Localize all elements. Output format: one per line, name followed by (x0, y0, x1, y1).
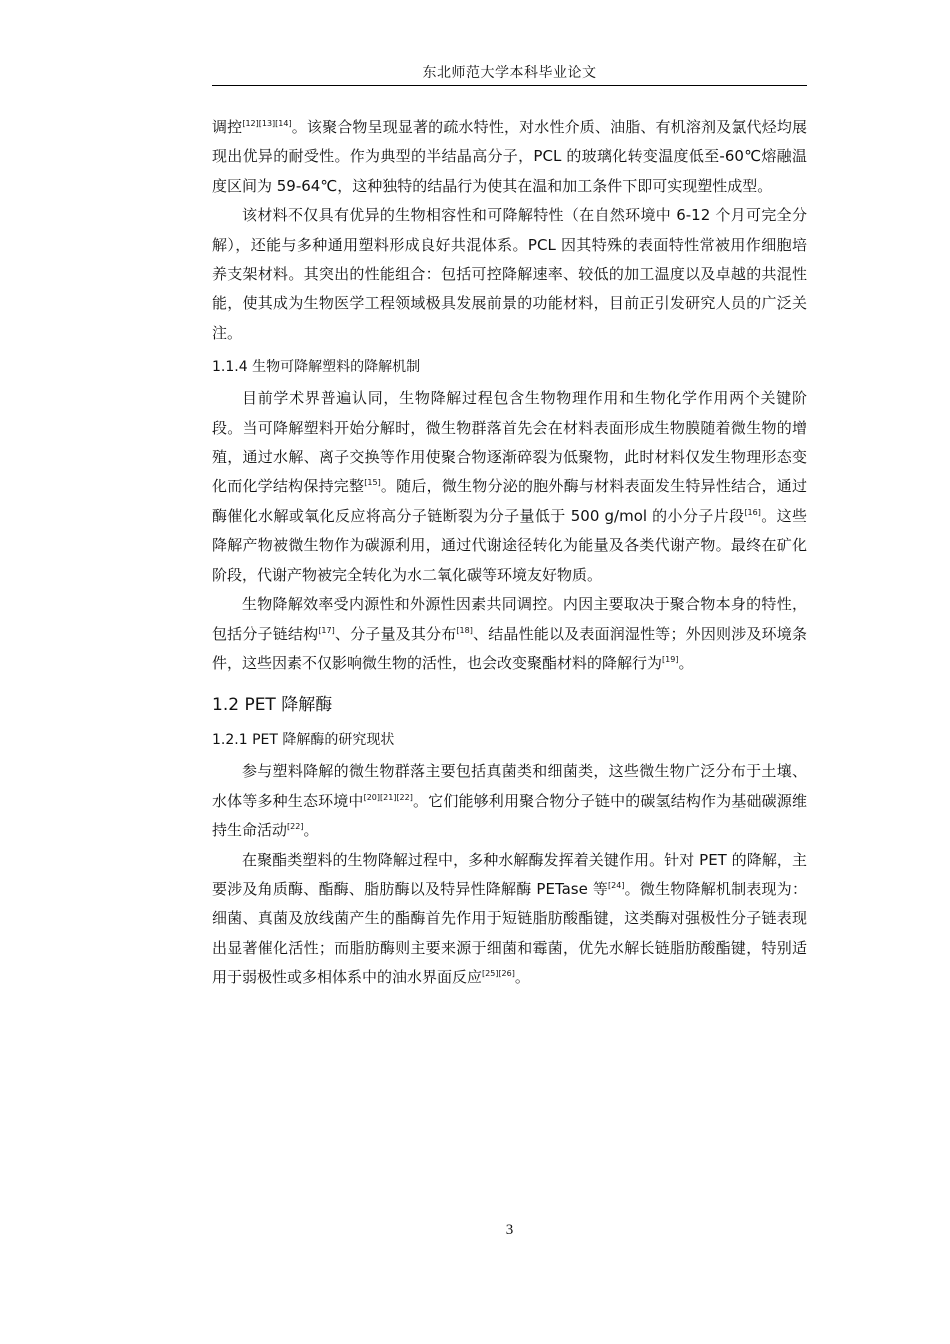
citation: [18] (456, 625, 473, 635)
citation: [26] (498, 969, 515, 979)
paragraph-4: 生物降解效率受内源性和外源性因素共同调控。内因主要取决于聚合物本身的特性，包括分子链结构[17]、分子量及其分布[18]、结晶性能以及表面润湿性等；外因则涉及环境条件，这些因素不仅影响微生物的活性，也会改变聚酯材料的降解行为[19]。 (212, 595, 807, 672)
citation: [20][21][22] (363, 792, 413, 802)
paragraph-6: 在聚酯类塑料的生物降解过程中，多种水解酶发挥着关键作用。针对 PET 的降解，主要涉及角质酶、酯酶、脂肪酶以及特异性降解酶 PETase 等[24]。微生物降解机制表现为：细菌、真菌及放线菌产生的酯酶首先作用于短链脂肪酸酯键，这类酶对强极性分子链表现出显著催化活性；而脂肪酶则主要来源于细菌和霉菌，优先水解长链脂肪酸酯键，特别适用于弱极性或多相体系中的油水界面反应[25][26]。 (212, 850, 807, 987)
citation: [15] (364, 478, 381, 488)
paragraph-1: 调控[12][13][14]。该聚合物呈现显著的疏水特性，对水性介质、油脂、有机溶剂及氯代烃均展现出优异的耐受性。作为典型的半结晶高分子，PCL 的玻璃化转变温度低至-60℃熔融温度区间为 59-64℃，这种独特的结晶行为使其在温和加工条件下即可实现塑性成型。 (212, 118, 807, 195)
citation: [17] (318, 625, 335, 635)
paragraph-5: 参与塑料降解的微生物群落主要包括真菌类和细菌类，这些微生物广泛分布于土壤、水体等多种生态环境中[20][21][22]。它们能够利用聚合物分子链中的碳氢结构作为基础碳源维持生命活动[22]。 (212, 762, 807, 840)
document-body (212, 113, 807, 993)
citation: [22] (287, 822, 304, 832)
header-divider (212, 85, 807, 86)
section-heading-1-1-4: 1.1.4 生物可降解塑料的降解机制 (212, 359, 421, 376)
citation: [19] (662, 654, 679, 664)
citation: [12][13][14] (242, 119, 292, 128)
citation: [24] (608, 880, 625, 890)
section-heading-1-2-1: 1.2.1 PET 降解酶的研究现状 (212, 732, 395, 749)
section-heading-1-2: 1.2 PET 降解酶 (212, 695, 333, 716)
paragraph-3: 目前学术界普遍认同，生物降解过程包含生物物理作用和生物化学作用两个关键阶段。当可降解塑料开始分解时，微生物群落首先会在材料表面形成生物膜随着微生物的增殖，通过水解、离子交换等作用使聚合物逐渐碎裂为低聚物，此时材料仅发生物理形态变化而化学结构保持完整[15]。随后，微生物分泌的胞外酶与材料表面发生特异性结合，通过酶催化水解或氧化反应将高分子链断裂为分子量低于 500 g/mol 的小分子片段[16]。这些降解产物被微生物作为碳源利用，通过代谢途径转化为能量及各类代谢产物。最终在矿化阶段，代谢产物被完全转化为水二氧化碳等环境友好物质。 (212, 389, 807, 584)
page-number: 3 (505, 1222, 514, 1238)
citation: [25] (482, 969, 499, 979)
page-header: 东北师范大学本科毕业论文 (422, 65, 597, 81)
paragraph-2: 该材料不仅具有优异的生物相容性和可降解特性（在自然环境中 6-12 个月可完全分解），还能与多种通用塑料形成良好共混体系。PCL 因其特殊的表面特性常被用作细胞培养支架材料。其突出的性能组合：包括可控降解速率、较低的加工温度以及卓越的共混性能，使其成为生物医学工程领域极具发展前景的功能材料，目前正引发研究人员的广泛关注。 (212, 206, 807, 342)
citation: [16] (744, 507, 761, 517)
